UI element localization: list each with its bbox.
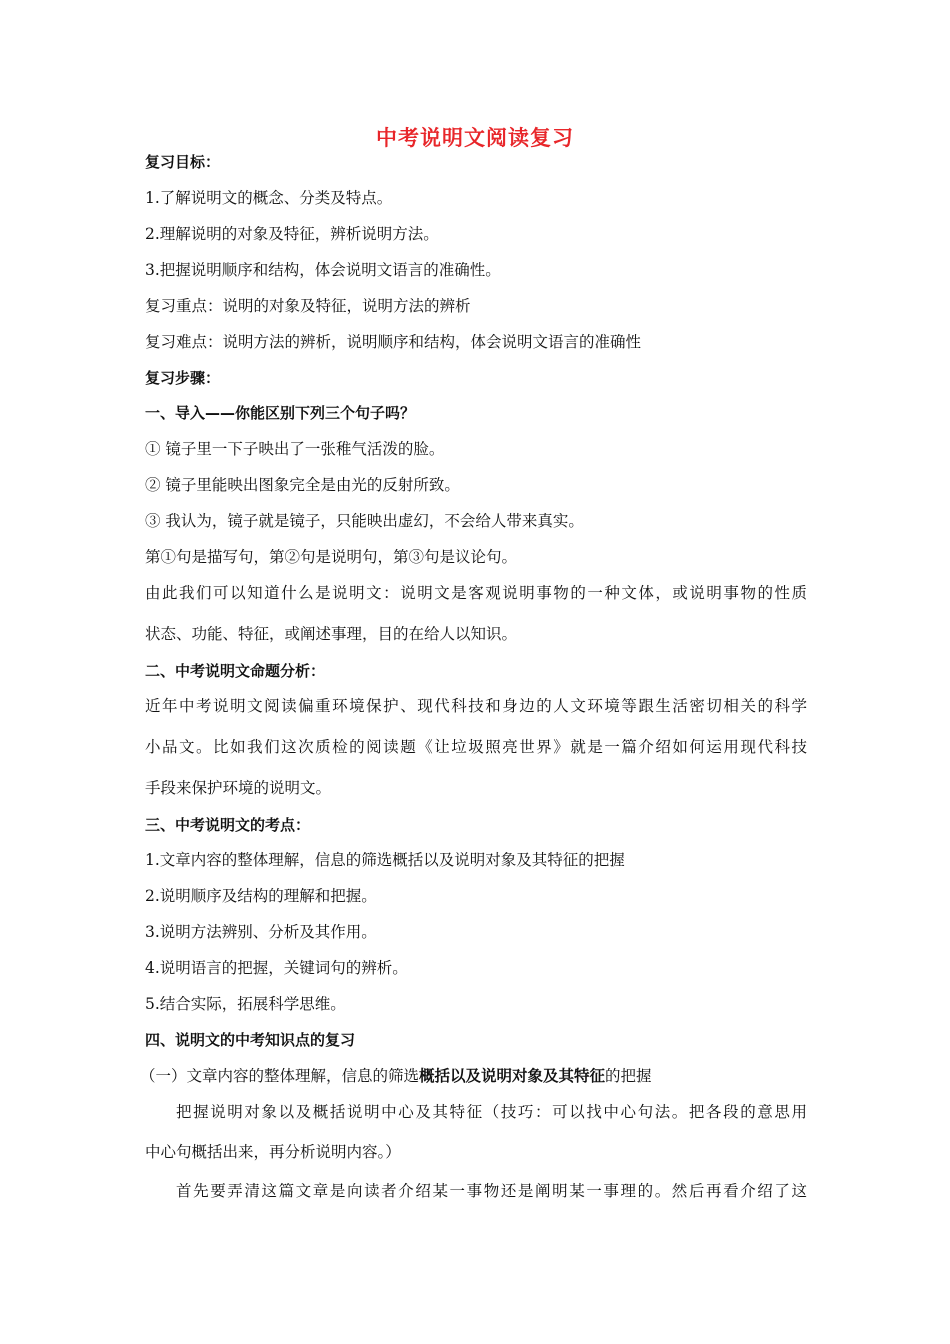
example-sentence: ③ 我认为，镜子就是镜子，只能映出虚幻，不会给人带来真实。 <box>145 512 584 530</box>
key-point-line: 复习重点：说明的对象及特征，说明方法的辨析 <box>145 297 471 315</box>
exam-point-item: 2.说明顺序及结构的理解和把握。 <box>145 887 377 905</box>
section2-heading: 二、中考说明文命题分析： <box>145 662 326 680</box>
section4-heading: 四、说明文的中考知识点的复习 <box>145 1031 356 1049</box>
section3-heading: 三、中考说明文的考点： <box>145 816 311 834</box>
exam-point-item: 1.文章内容的整体理解，信息的筛选概括以及说明对象及其特征的把握 <box>145 851 625 869</box>
subsection-emphasis: 概括以及说明对象及其特征 <box>419 1067 606 1085</box>
page-title: 中考说明文阅读复习 <box>376 126 574 150</box>
goal-item: 3.把握说明顺序和结构，体会说明文语言的准确性。 <box>145 261 501 279</box>
difficulty-line: 复习难点：说明方法的辨析，说明顺序和结构，体会说明文语言的准确性 <box>145 333 642 351</box>
analysis-line: 手段来保护环境的说明文。 <box>145 779 332 797</box>
analysis-line: 近年中考说明文阅读偏重环境保护、现代科技和身边的人文环境等跟生活密切相关的科学 <box>145 697 807 715</box>
goals-heading: 复习目标： <box>145 153 221 171</box>
steps-heading: 复习步骤： <box>145 369 221 387</box>
paragraph-line: 中心句概括出来，再分析说明内容。） <box>145 1143 401 1161</box>
paragraph-line: 首先要弄清这篇文章是向读者介绍某一事物还是阐明某一事理的。然后再看介绍了这 <box>176 1182 807 1200</box>
example-sentence: ① 镜子里一下子映出了一张稚气活泼的脸。 <box>145 440 445 458</box>
goal-item: 2.理解说明的对象及特征，辨析说明方法。 <box>145 225 439 243</box>
definition-line: 状态、功能、特征，或阐述事理，目的在给人以知识。 <box>145 625 518 643</box>
paragraph-line: 把握说明对象以及概括说明中心及其特征（技巧：可以找中心句法。把各段的意思用 <box>176 1103 807 1121</box>
subsection-suffix: 的把握 <box>605 1067 652 1085</box>
example-sentence: ② 镜子里能映出图象完全是由光的反射所致。 <box>145 476 460 494</box>
definition-line: 由此我们可以知道什么是说明文：说明文是客观说明事物的一种文体，或说明事物的性质 <box>145 584 807 602</box>
exam-point-item: 3.说明方法辨别、分析及其作用。 <box>145 923 377 941</box>
goal-item: 1.了解说明文的概念、分类及特点。 <box>145 189 393 207</box>
subsection-prefix: （一）文章内容的整体理解，信息的筛选 <box>140 1067 420 1085</box>
section1-heading: 一、导入——你能区别下列三个句子吗？ <box>145 404 416 422</box>
exam-point-item: 4.说明语言的把握，关键词句的辨析。 <box>145 959 408 977</box>
exam-point-item: 5.结合实际，拓展科学思维。 <box>145 995 346 1013</box>
analysis-line: 小品文。比如我们这次质检的阅读题《让垃圾照亮世界》就是一篇介绍如何运用现代科技 <box>145 738 807 756</box>
subsection-heading <box>140 1066 652 1086</box>
sentence-type-note: 第①句是描写句，第②句是说明句，第③句是议论句。 <box>145 548 518 566</box>
